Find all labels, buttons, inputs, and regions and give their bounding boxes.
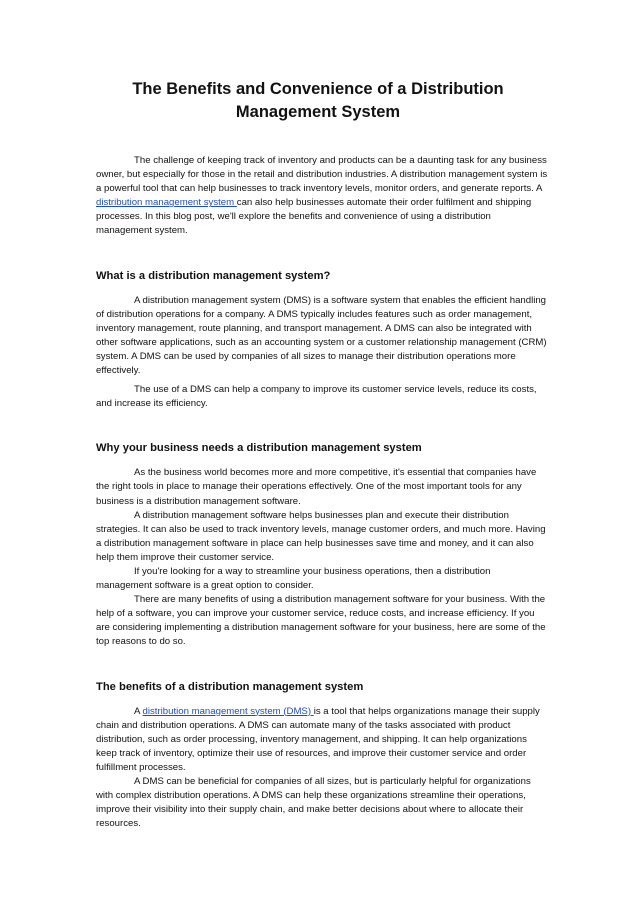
section3-paragraph-2: A DMS can be beneficial for companies of all sizes, but is particularly helpful for organizations with complex distribution operations. A DMS can help these organizations streamline their operations, improve their visibility into their supply chain, and make better decisions about where to allocate their resources. — [96, 776, 531, 830]
section1-paragraph-1: A distribution management system (DMS) is a software system that enables the efficient handling of distribution operations for a company. A DMS typically includes features such as order management, inventory management, route planning, and transport management. A DMS can also be integrated with other software applications, such as an accounting system or a customer relationship management (CRM) system. A DMS can be used by companies of all sizes to manage their distribution operations more effectively. — [96, 294, 547, 377]
document-title-line-2: Management System — [235, 103, 401, 121]
distribution-management-system-link[interactable]: distribution management system — [96, 197, 237, 209]
section-heading-why-business-needs-dms: Why your business needs a distribution management system — [96, 442, 422, 455]
document-title — [96, 78, 548, 124]
section3-text-before-link: A — [134, 705, 143, 717]
section2-paragraph-1: As the business world becomes more and more competitive, it's essential that companies have the right tools in place to manage their operations effectively. One of the most important tools for any business is a distribution management software. — [96, 467, 537, 507]
distribution-management-system-dms-link[interactable]: distribution management system (DMS) — [142, 705, 314, 717]
intro-text-before-link: The challenge of keeping track of inventory and products can be a daunting task for any business owner, but especially for those in the retail and distribution industries. A distribution management system is a powerful tool that can help businesses to track inventory levels, monitor orders, and generate reports. A — [96, 155, 548, 195]
section-heading-benefits-of-dms: The benefits of a distribution management system — [96, 680, 364, 693]
section2-paragraph-2: A distribution management software helps businesses plan and execute their distribution strategies. It can also be used to track inventory levels, manage customer orders, and much more. Having a distribution management software in place can help businesses save time and money, and it can also help them improve their customer service. — [96, 509, 546, 563]
intro-paragraph — [96, 154, 548, 239]
section1-paragraph-2: The use of a DMS can help a company to improve its customer service levels, reduce its costs, and increase its efficiency. — [96, 384, 537, 410]
document-title-line-1: The Benefits and Convenience of a Distribution — [132, 80, 504, 98]
section-heading-what-is-dms: What is a distribution management system? — [96, 269, 331, 282]
section2-paragraph-4: There are many benefits of using a distribution management software for your business. With the help of a software, you can improve your customer service, reduce costs, and increase efficiency. If you are considering implementing a distribution management software for your business, here are some of the top reasons to do so. — [96, 594, 546, 648]
section3-paragraph-1 — [96, 705, 548, 775]
intro-text-after-link: can also help businesses automate their order fulfilment and shipping processes. In this blog post, we'll explore the benefits and convenience of using a distribution management system. — [96, 197, 532, 237]
section2-paragraph-3: If you're looking for a way to streamline your business operations, then a distribution management software is a great option to consider. — [96, 565, 491, 592]
section3-text-after-link: is a tool that helps organizations manage their supply chain and distribution operations. A DMS can automate many of the tasks associated with product distribution, such as order processing, inventory management, and shipping. It can help organizations keep track of inventory, optimize their use of resources, and improve their customer service and order fulfillment processes. — [96, 705, 540, 773]
